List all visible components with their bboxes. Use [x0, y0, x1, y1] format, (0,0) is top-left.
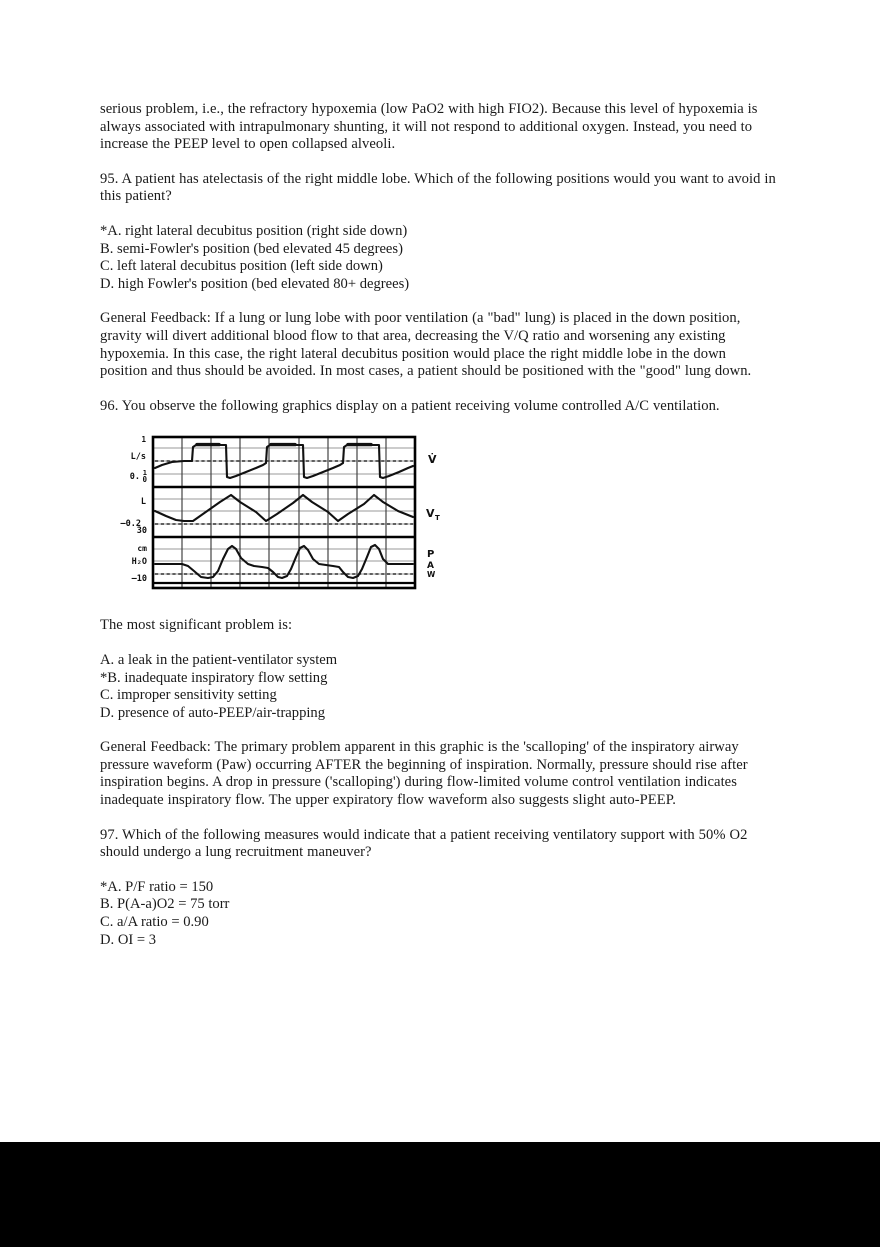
option-item[interactable]: D. presence of auto-PEEP/air-trapping	[100, 704, 326, 721]
page-bottom-black-bar	[0, 1142, 880, 1247]
question-97-stem: 97. Which of the following measures would indicate that a patient receiving ventilatory support with 50% O2 should undergo a lung recruitment maneuver?	[100, 826, 748, 861]
vertical-gridlines	[182, 437, 386, 588]
option-item[interactable]: *A. right lateral decubitus position (right side down)	[100, 222, 408, 239]
question-96-lead: The most significant problem is:	[100, 617, 293, 634]
question-96-stem: 96. You observe the following graphics display on a patient receiving volume controlled A/C ventilation.	[100, 397, 720, 414]
document-content	[100, 101, 776, 966]
option-item[interactable]: C. a/A ratio = 0.90	[100, 914, 209, 931]
volume-top-label-1: 1	[142, 469, 147, 478]
pressure-bottom-label: –10	[131, 574, 147, 585]
right-panel-labels	[426, 453, 440, 579]
volume-right-subscript: T	[435, 514, 440, 523]
question-96-options	[100, 652, 776, 722]
pressure-unit-cm: cm	[137, 544, 147, 554]
option-item[interactable]: *A. P/F ratio = 150	[100, 878, 214, 895]
left-axis-labels	[121, 435, 148, 584]
zero-baselines	[155, 461, 413, 574]
pressure-waveform	[155, 545, 413, 578]
flow-unit-label: L/s	[130, 452, 146, 463]
question-97-options	[100, 879, 776, 949]
pressure-right-label-w: W	[427, 570, 436, 580]
question-96-feedback: General Feedback: The primary problem apparent in this graphic is the 'scalloping' of the inspiratory airway pressure waveform (Paw) occurring AFTER the beginning of inspiration. Normally, pressure should rise after inspiration begins. A drop in pressure ('scalloping') during flow-limited volume control ventilation indicates inadequate inspiratory flow. The upper expiratory flow waveform also suggests slight auto-PEEP.	[100, 739, 748, 809]
pressure-right-label-a: A	[427, 561, 434, 572]
option-item[interactable]: *B. inadequate inspiratory flow setting	[100, 669, 328, 686]
intro-paragraph: serious problem, i.e., the refractory hypoxemia (low PaO2 with high FIO2). Because this level of hypoxemia is always associated with intrapulmonary shunting, it will not respond to additional oxygen. Instead, you need to increase the PEEP level to open collapsed alveoli.	[100, 101, 758, 153]
pressure-top-label: 30	[136, 526, 147, 537]
volume-bottom-label: –0.2	[120, 519, 141, 530]
question-95-feedback: General Feedback: If a lung or lung lobe with poor ventilation (a "bad" lung) is placed in the down position, gravity will divert additional blood flow to that area, decreasing the V/Q ratio and worsening any existing hypoxemia. In this case, the right lateral decubitus position would place the right middle lobe in the down position and thus should be avoided. In most cases, a patient should be positioned with the "good" lung down.	[100, 310, 752, 380]
flow-right-label: V̇	[428, 453, 437, 467]
option-item[interactable]: C. left lateral decubitus position (left side down)	[100, 258, 383, 275]
option-item[interactable]: D. high Fowler's position (bed elevated 80+ degrees)	[100, 275, 410, 292]
horizontal-gridlines	[153, 448, 415, 574]
ventilator-waveform-graphic	[100, 431, 460, 603]
option-item[interactable]: A. a leak in the patient-ventilator system	[100, 651, 338, 668]
volume-top-label-0: 0	[142, 475, 147, 485]
volume-right-label: V	[426, 507, 435, 521]
pressure-right-label-p: P	[427, 549, 435, 561]
option-item[interactable]: B. semi-Fowler's position (bed elevated 45 degrees)	[100, 240, 403, 257]
flow-top-label: 1	[141, 435, 146, 445]
question-95-stem: 95. A patient has atelectasis of the right middle lobe. Which of the following positions would you want to avoid in this patient?	[100, 170, 776, 205]
option-item[interactable]: C. improper sensitivity setting	[100, 687, 277, 704]
pressure-unit-h2o: H₂O	[131, 557, 147, 568]
flow-bottom-label: 0.	[129, 472, 140, 483]
option-item[interactable]: B. P(A-a)O2 = 75 torr	[100, 896, 230, 913]
ventilator-waveform-svg	[100, 431, 460, 603]
volume-unit-label: L	[140, 497, 146, 508]
question-95-options	[100, 223, 776, 293]
option-item[interactable]: D. OI = 3	[100, 931, 157, 948]
